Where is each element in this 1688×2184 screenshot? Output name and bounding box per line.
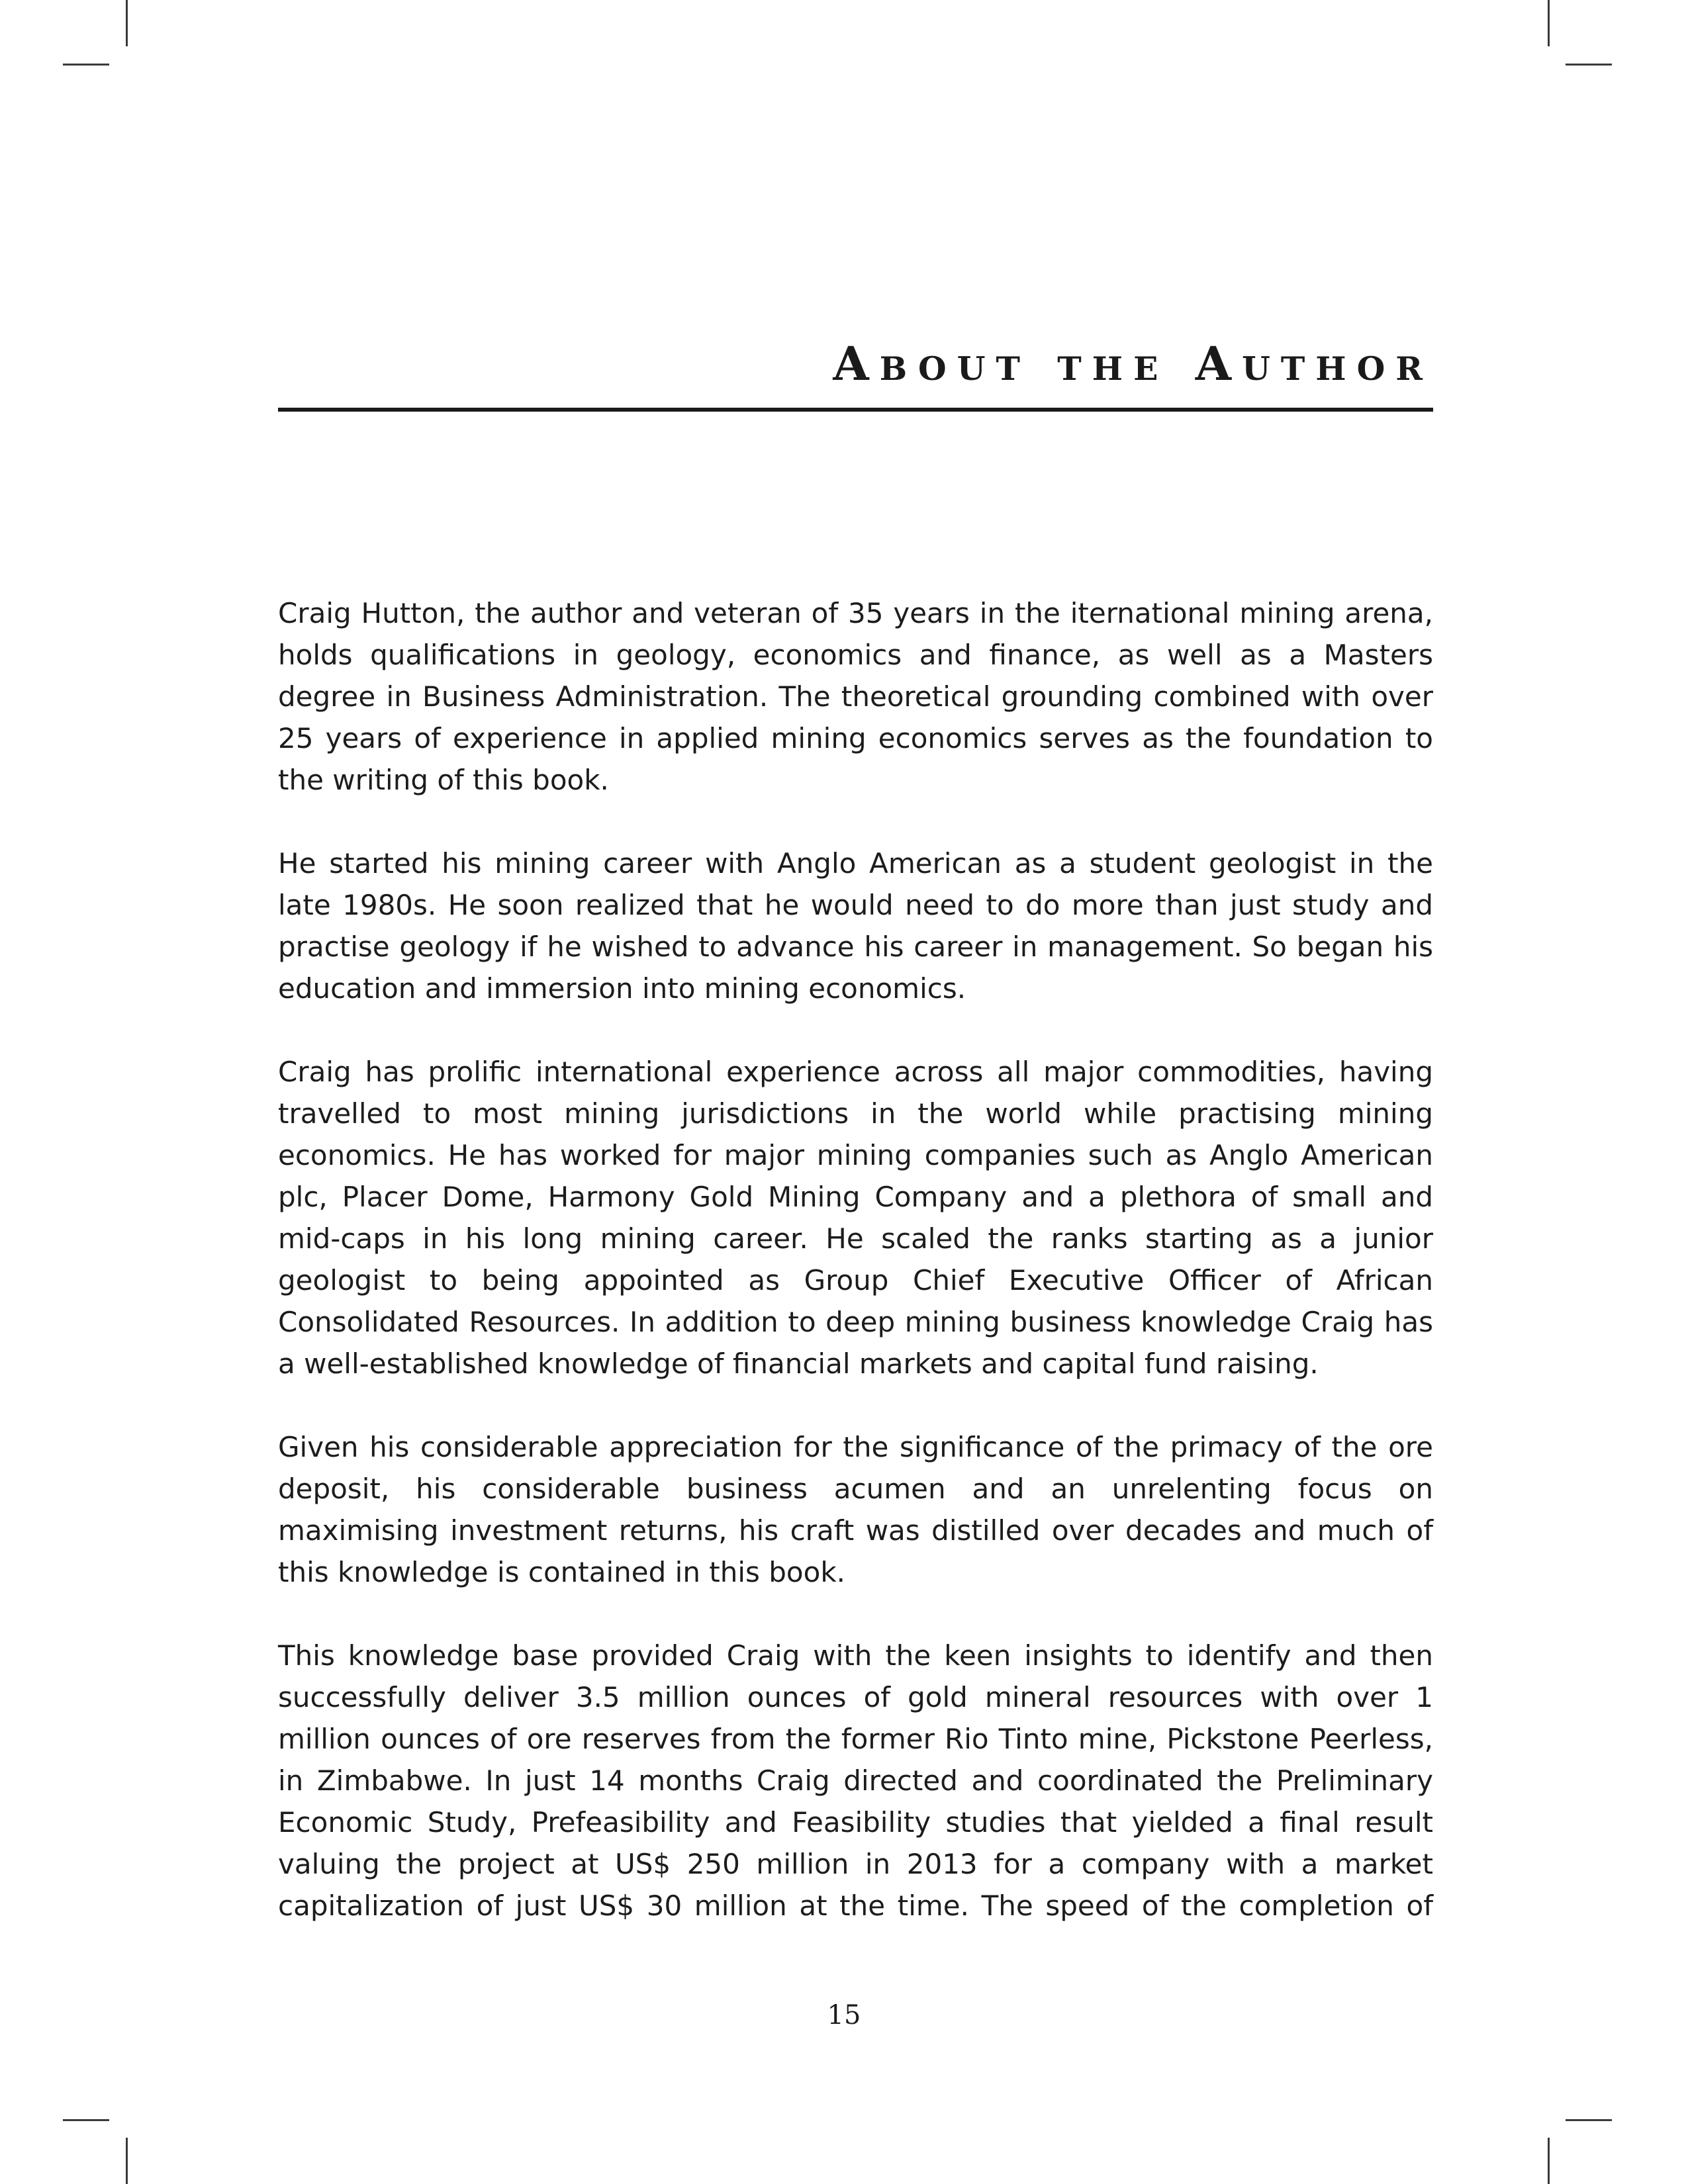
- chapter-title: About the Author: [833, 336, 1433, 391]
- paragraph-1: Craig Hutton, the author and veteran of 35 years in the iternational mining arena, holds qualifications in geology, economics and finance, as well as a Masters degree in Business Administration. The theoretical grounding combined with over 25 years of experience in applied mining economics serves as the foundation to the writing of this book.: [278, 597, 1433, 796]
- crop-mark-bottom-left-horizontal: [63, 2119, 109, 2121]
- crop-mark-bottom-left-vertical: [126, 2138, 128, 2184]
- title-underline: [278, 408, 1433, 412]
- page-number: 15: [827, 2000, 861, 2030]
- crop-mark-top-left-horizontal: [63, 64, 109, 66]
- paragraph-5: This knowledge base provided Craig with the keen insights to identify and then successfully deliver 3.5 million ounces of gold mineral resources with over 1 million ounces of ore reserves from the former Rio Tinto mine, Pickstone Peerless, in Zimbabwe. In just 14 months Craig directed and coordinated the Preliminary Economic Study, Prefeasibility and Feasibility studies that yielded a final result valuing the project at US$ 250 million in 2013 for a company with a market capitalization of just US$ 30 million at the time. The speed of the completion of: [278, 1639, 1433, 1922]
- crop-mark-bottom-right-horizontal: [1566, 2119, 1612, 2121]
- paragraph-4: Given his considerable appreciation for the significance of the primacy of the ore deposit, his considerable business acumen and an unrelenting focus on maximising investment returns, his craft was distilled over decades and much of this knowledge is contained in this book.: [278, 1431, 1433, 1588]
- body-text: [278, 592, 1433, 1968]
- crop-mark-top-left-vertical: [126, 0, 128, 46]
- crop-mark-bottom-right-vertical: [1548, 2138, 1550, 2184]
- paragraph-3: Craig has prolific international experience across all major commodities, having travelled to most mining jurisdictions in the world while practising mining economics. He has worked for major mining companies such as Anglo American plc, Placer Dome, Harmony Gold Mining Company and a plethora of small and mid-caps in his long mining career. He scaled the ranks starting as a junior geologist to being appointed as Group Chief Executive Officer of African Consolidated Resources. In addition to deep mining business knowledge Craig has a well-established knowledge of financial markets and capital fund raising.: [278, 1056, 1433, 1380]
- crop-mark-top-right-horizontal: [1566, 64, 1612, 66]
- paragraph-2: He started his mining career with Anglo American as a student geologist in the late 1980s. He soon realized that he would need to do more than just study and practise geology if he wished to advance his career in management. So began his education and immersion into mining economics.: [278, 847, 1433, 1005]
- crop-mark-top-right-vertical: [1548, 0, 1550, 46]
